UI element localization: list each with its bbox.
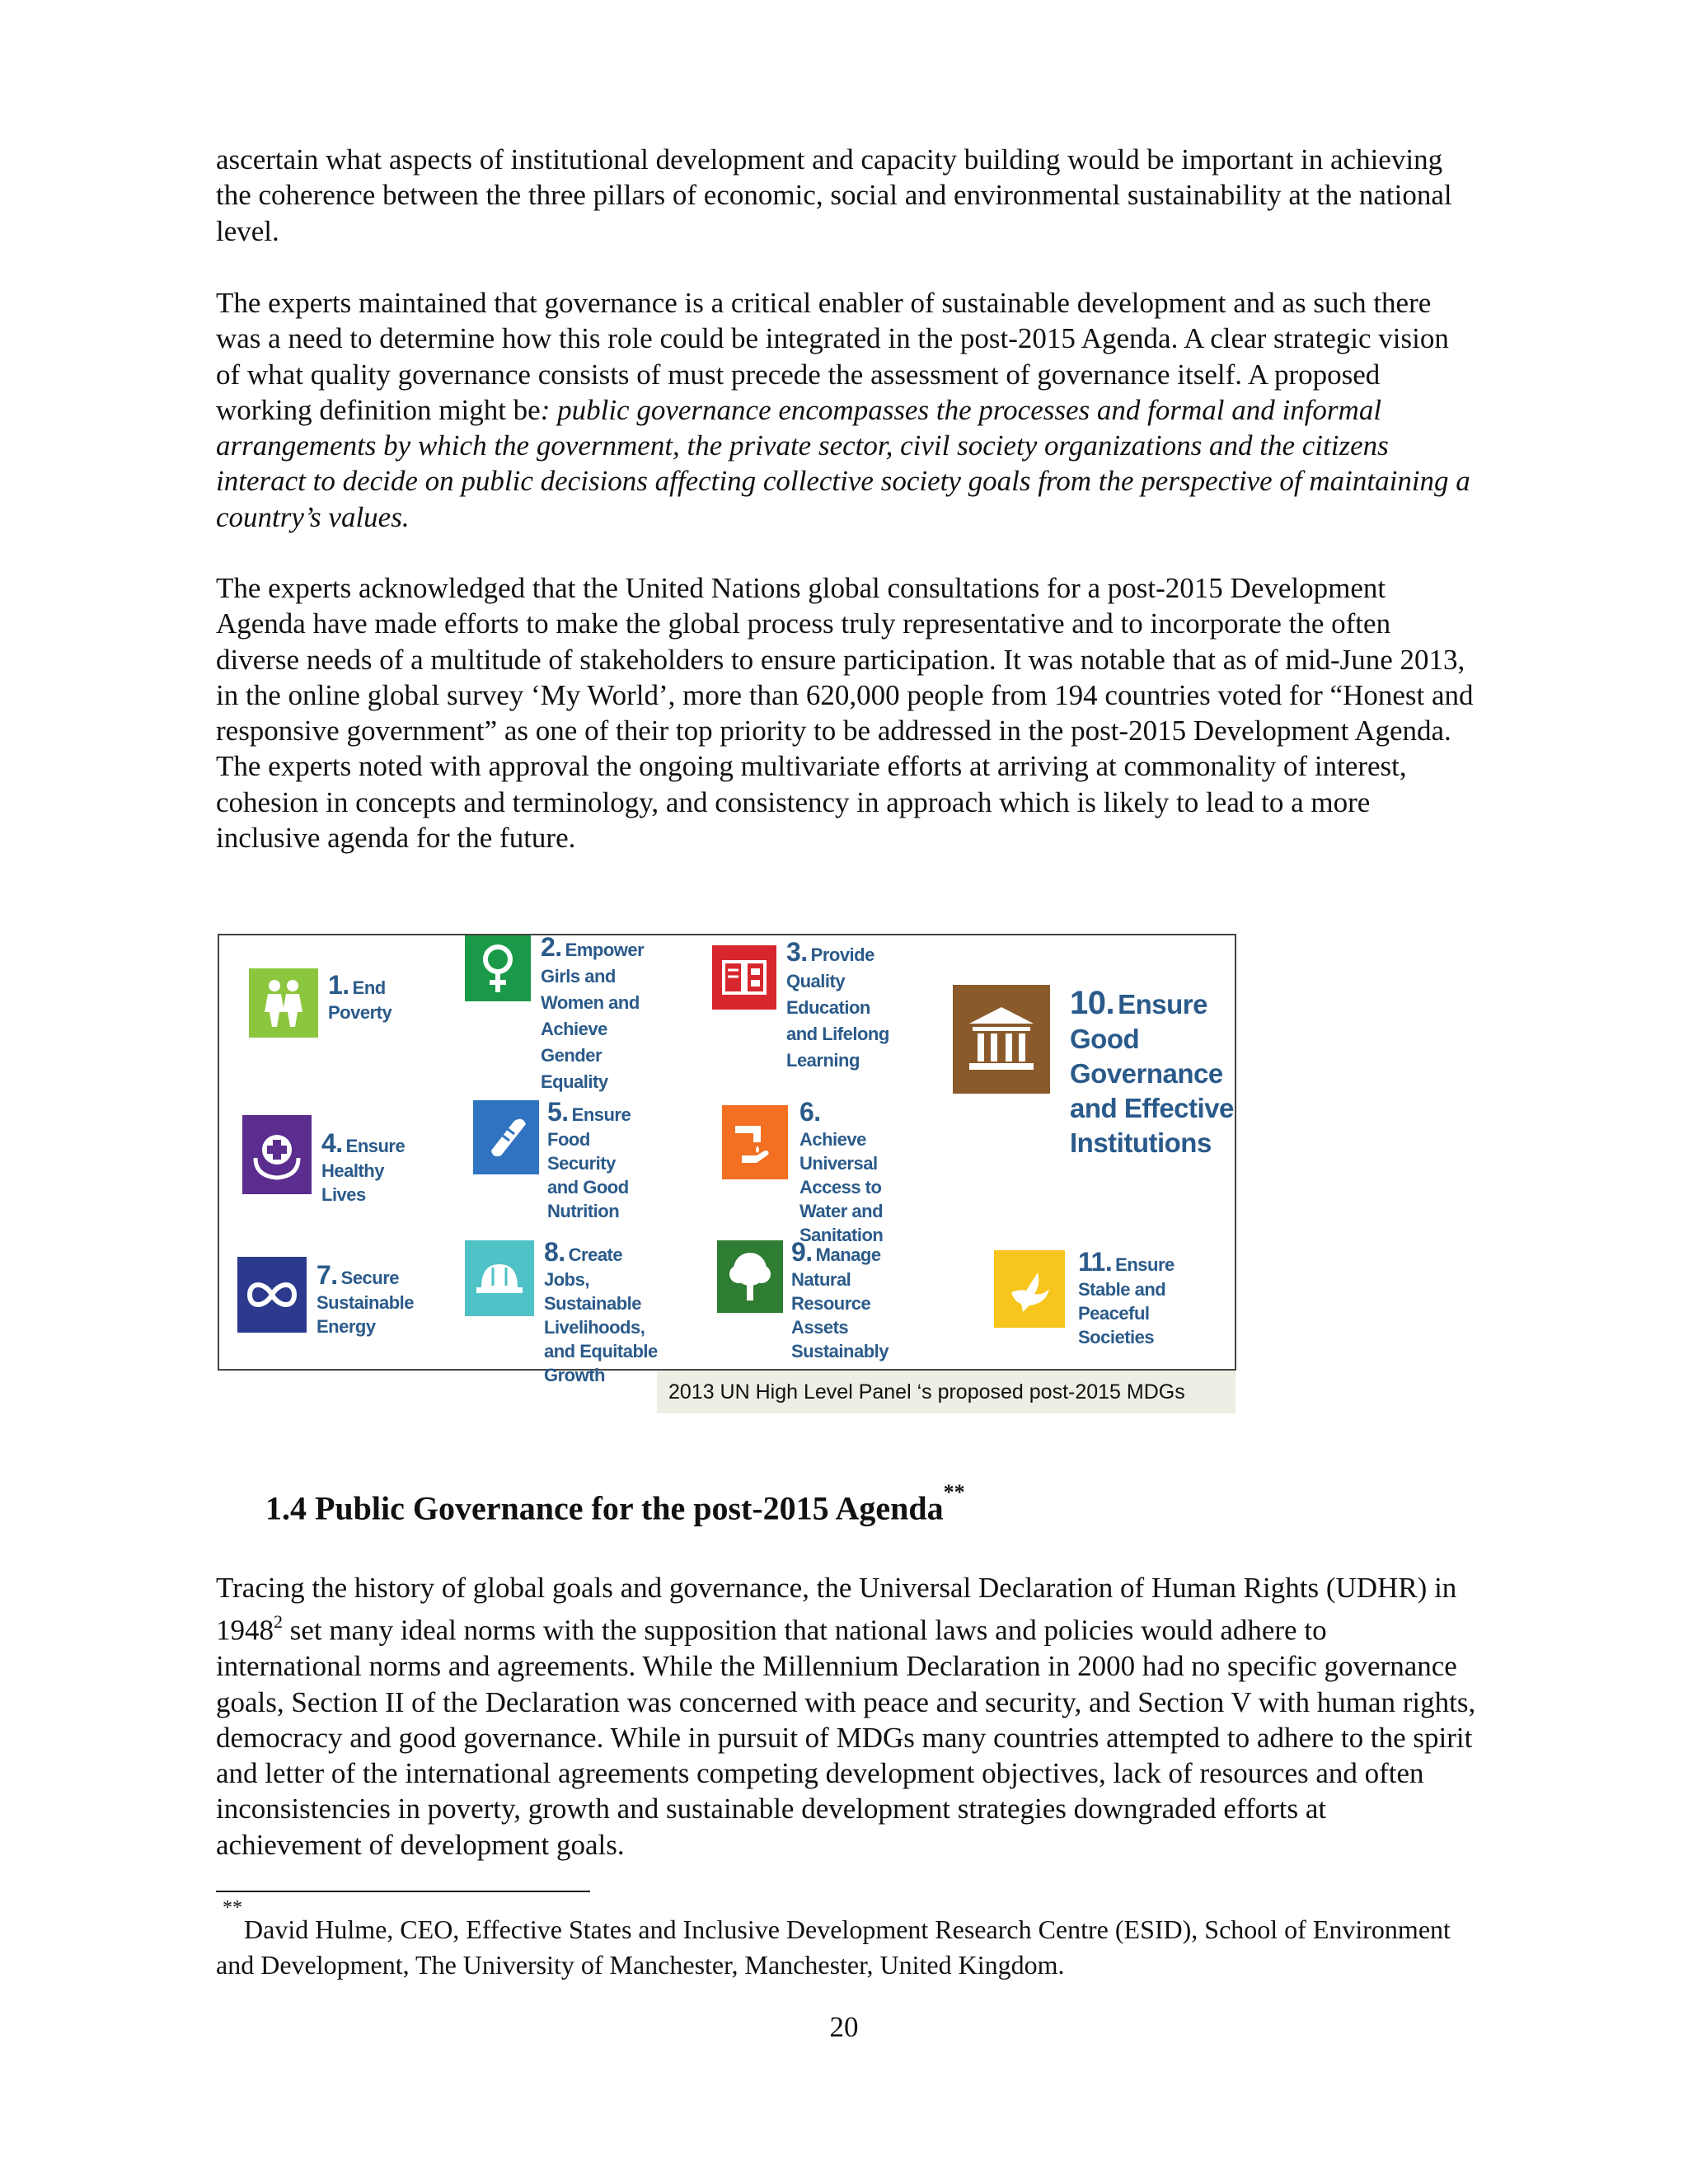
goal-3 (712, 937, 902, 1075)
goal-6-number: 6. (799, 1097, 821, 1127)
goal-9 (717, 1237, 890, 1363)
goal-11-label: Ensure Stable and Peaceful Societies (1078, 1254, 1175, 1347)
page-number: 20 (829, 2011, 859, 2043)
footnote-ref-2: 2 (274, 1611, 283, 1633)
mdg-goals-figure (218, 932, 1236, 1385)
dove-icon (994, 1250, 1065, 1328)
paragraph-2 (216, 285, 1477, 535)
book-icon (712, 945, 776, 1010)
goal-2 (465, 932, 648, 1096)
goal-4 (242, 1115, 429, 1207)
footnote-mark: ** (223, 1897, 242, 1919)
paragraph-1: ascertain what aspects of institutional development and capacity building would be important in achieving the coherence between the three pillars of economic, social and environmental sustainability at the national level. (216, 143, 1452, 247)
goal-7 (237, 1257, 415, 1338)
governance-definition: : public governance encompasses the processes and formal and informal arrangements by which the government, the private sector, civil society organizations and the citizens interact to decide on public decisions affecting collective society goals from the perspective of maintaining a country’s values. (216, 393, 1470, 533)
goal-8 (465, 1237, 668, 1387)
paragraph-3: The experts acknowledged that the United Nations global consultations for a post-2015 Development Agenda have made efforts to make the global process truly representative and to incorporate the often diverse needs of a multitude of stakeholders to ensure participation. It was notable that as of mid-June 2013, in the online global survey ‘My World’, more than 620,000 people from 194 countries voted for “Honest and responsive government” as one of their top priority to be addressed in the post-2015 Development Agenda. The experts noted with approval the ongoing multivariate efforts at arriving at commonality of interest, cohesion in concepts and terminology, and consistency in approach which is likely to lead to a more inclusive agenda for the future. (216, 572, 1474, 855)
goal-5-label: Ensure Food Security and Good Nutrition (547, 1104, 631, 1221)
paragraph-4-text-a: Tracing the history of global goals and governance, the Universal Declaration of Human Rights (UDHR) in 1948 (216, 1572, 1457, 1647)
footnote-text (216, 1912, 1477, 1983)
bread-icon (473, 1100, 539, 1174)
paragraph-2-text: The experts maintained that governance is a critical enabler of sustainable development and as such there was a need to determine how this role could be integrated in the post-2015 Agenda. A clear strategic vision of what quality governance consists of must precede the assessment of governance itself. A proposed working definition might be (216, 287, 1449, 426)
goal-8-number: 8. (544, 1237, 565, 1267)
goal-10-number: 10. (1070, 985, 1115, 1021)
section-heading-text: 1.4 Public Governance for the post-2015 Agenda (265, 1489, 944, 1527)
figure-caption: 2013 UN High Level Panel ‘s proposed post-2015 MDGs (657, 1371, 1236, 1413)
footnote-divider (216, 1891, 590, 1892)
tree-icon (717, 1240, 783, 1313)
infinity-icon (237, 1257, 307, 1333)
goal-1 (249, 968, 419, 1038)
goal-9-label: Manage Natural Resource Assets Sustainably (791, 1244, 889, 1361)
goal-1-number: 1. (328, 970, 349, 1000)
people-icon (249, 968, 318, 1038)
footnote-body: David Hulme, CEO, Effective States and Inclusive Development Research Centre (ESID), School of Environment and Development, The University of Manchester, Manchester, United Kingdom. (216, 1915, 1451, 1980)
goal-8-label: Create Jobs, Sustainable Livelihoods, and Equitable Growth (544, 1244, 658, 1385)
paragraph-4-text-b: set many ideal norms with the supposition that national laws and policies would adhere to international norms and agreements. While the Millennium Declaration in 2000 had no specific governance goals, Section II of the Declaration was concerned with peace and security, and Section V with human rights, democracy and good governance. While in pursuit of MDGs many countries attempted to adhere to the spirit and letter of the international agreements competing development objectives, lack of resources and often inconsistencies in poverty, growth and sustainable development strategies downgraded efforts at achievement of development goals. (216, 1614, 1476, 1861)
goal-7-number: 7. (316, 1260, 338, 1290)
female-symbol-icon (465, 935, 531, 1001)
goal-7-label: Secure Sustainable Energy (316, 1268, 414, 1337)
goal-4-label: Ensure Healthy Lives (321, 1136, 406, 1205)
goal-1-label: End Poverty (328, 977, 392, 1023)
goal-10 (953, 985, 1235, 1160)
goal-2-label: Empower Girls and Women and Achieve Gender Equality (541, 940, 645, 1092)
goal-11 (994, 1247, 1185, 1349)
goal-3-number: 3. (786, 937, 808, 967)
goal-6 (722, 1097, 890, 1247)
hard-hat-icon (465, 1240, 534, 1316)
goal-5 (473, 1097, 638, 1223)
goal-6-label: Achieve Universal Access to Water and Sanitation (799, 1129, 884, 1245)
heading-footnote-mark: ** (943, 1480, 965, 1504)
institution-icon (953, 985, 1050, 1094)
goal-11-number: 11. (1078, 1247, 1113, 1277)
goal-3-label: Provide Quality Education and Lifelong Learning (786, 944, 889, 1071)
water-tap-icon (722, 1105, 788, 1179)
goal-4-number: 4. (321, 1128, 343, 1158)
health-cross-icon (242, 1115, 312, 1194)
goal-5-number: 5. (547, 1097, 569, 1127)
goal-2-number: 2. (541, 932, 562, 962)
goal-10-label: Ensure Good Governance and Effective Institutions (1070, 989, 1234, 1158)
paragraph-4 (216, 1570, 1477, 1863)
section-heading (265, 1480, 965, 1527)
goal-9-number: 9. (791, 1237, 813, 1267)
